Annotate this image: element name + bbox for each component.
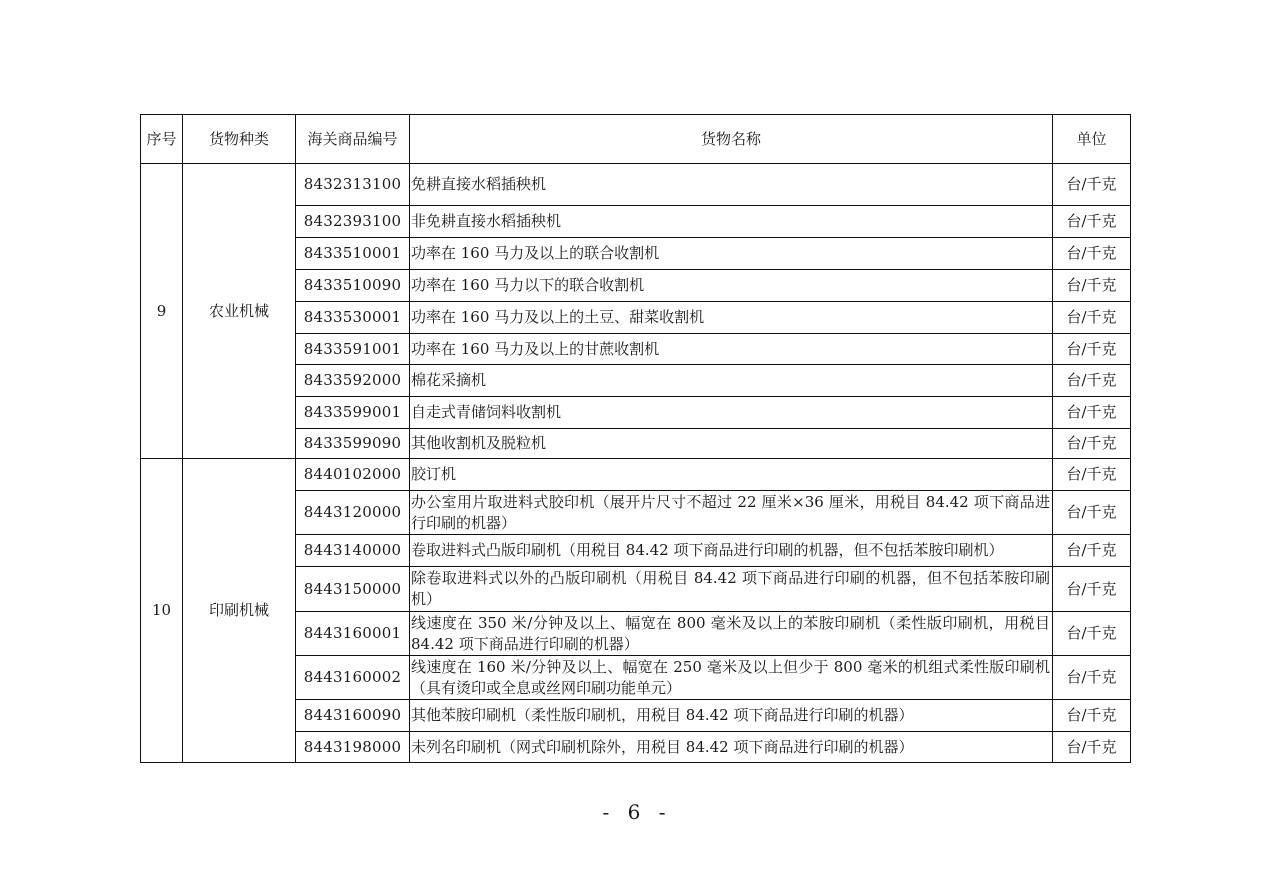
cell-name: 除卷取进料式以外的凸版印刷机（用税目 84.42 项下商品进行印刷的机器，但不包括苯胺印刷机）: [410, 567, 1053, 612]
cell-name: 自走式青储饲料收割机: [410, 397, 1053, 429]
table-row: [141, 459, 1131, 491]
header-code: 海关商品编号: [296, 115, 410, 164]
cell-name: 卷取进料式凸版印刷机（用税目 84.42 项下商品进行印刷的机器，但不包括苯胺印刷机）: [410, 535, 1053, 567]
cell-unit: 台/千克: [1053, 302, 1131, 334]
cell-name: 功率在 160 马力及以上的甘蔗收割机: [410, 334, 1053, 365]
cell-code: 8432393100: [296, 206, 410, 238]
cell-unit: 台/千克: [1053, 238, 1131, 270]
table-header-row: [141, 115, 1131, 164]
table-body: [141, 164, 1131, 763]
cell-category: 印刷机械: [183, 459, 296, 763]
cell-unit: 台/千克: [1053, 491, 1131, 535]
cell-code: 8433510090: [296, 270, 410, 302]
cell-code: 8433530001: [296, 302, 410, 334]
cell-name: 胶订机: [410, 459, 1053, 491]
cell-unit: 台/千克: [1053, 700, 1131, 732]
cell-code: 8443120000: [296, 491, 410, 535]
cell-unit: 台/千克: [1053, 567, 1131, 612]
cell-code: 8433591001: [296, 334, 410, 365]
cell-name: 棉花采摘机: [410, 365, 1053, 397]
header-unit: 单位: [1053, 115, 1131, 164]
cell-code: 8443160001: [296, 612, 410, 656]
cell-unit: 台/千克: [1053, 656, 1131, 700]
cell-unit: 台/千克: [1053, 397, 1131, 429]
cell-code: 8443198000: [296, 732, 410, 763]
cell-unit: 台/千克: [1053, 612, 1131, 656]
cell-unit: 台/千克: [1053, 429, 1131, 459]
cell-unit: 台/千克: [1053, 334, 1131, 365]
cell-unit: 台/千克: [1053, 164, 1131, 206]
cell-unit: 台/千克: [1053, 270, 1131, 302]
header-name: 货物名称: [410, 115, 1053, 164]
cell-name: 其他收割机及脱粒机: [410, 429, 1053, 459]
cell-unit: 台/千克: [1053, 365, 1131, 397]
header-seq: 序号: [141, 115, 183, 164]
cell-code: 8443150000: [296, 567, 410, 612]
cell-seq: 9: [141, 164, 183, 459]
cell-unit: 台/千克: [1053, 732, 1131, 763]
cell-code: 8433599001: [296, 397, 410, 429]
goods-table: [140, 114, 1131, 763]
cell-name: 免耕直接水稻插秧机: [410, 164, 1053, 206]
cell-name: 非免耕直接水稻插秧机: [410, 206, 1053, 238]
cell-code: 8443140000: [296, 535, 410, 567]
table-row: [141, 164, 1131, 206]
cell-unit: 台/千克: [1053, 206, 1131, 238]
cell-name: 未列名印刷机（网式印刷机除外，用税目 84.42 项下商品进行印刷的机器）: [410, 732, 1053, 763]
cell-name: 功率在 160 马力及以上的土豆、甜菜收割机: [410, 302, 1053, 334]
cell-name: 线速度在 350 米/分钟及以上、幅宽在 800 毫米及以上的苯胺印刷机（柔性版印刷机，用税目 84.42 项下商品进行印刷的机器）: [410, 612, 1053, 656]
cell-category: 农业机械: [183, 164, 296, 459]
cell-unit: 台/千克: [1053, 459, 1131, 491]
cell-unit: 台/千克: [1053, 535, 1131, 567]
cell-code: 8440102000: [296, 459, 410, 491]
cell-code: 8443160002: [296, 656, 410, 700]
cell-code: 8433599090: [296, 429, 410, 459]
page-number: - 6 -: [602, 800, 672, 824]
cell-name: 线速度在 160 米/分钟及以上、幅宽在 250 毫米及以上但少于 800 毫米的机组式柔性版印刷机（具有烫印或全息或丝网印刷功能单元）: [410, 656, 1053, 700]
cell-name: 其他苯胺印刷机（柔性版印刷机，用税目 84.42 项下商品进行印刷的机器）: [410, 700, 1053, 732]
cell-name: 功率在 160 马力及以上的联合收割机: [410, 238, 1053, 270]
cell-seq: 10: [141, 459, 183, 763]
cell-name: 办公室用片取进料式胶印机（展开片尺寸不超过 22 厘米×36 厘米，用税目 84.42 项下商品进行印刷的机器）: [410, 491, 1053, 535]
cell-code: 8443160090: [296, 700, 410, 732]
header-category: 货物种类: [183, 115, 296, 164]
cell-code: 8433510001: [296, 238, 410, 270]
cell-name: 功率在 160 马力以下的联合收割机: [410, 270, 1053, 302]
cell-code: 8432313100: [296, 164, 410, 206]
cell-code: 8433592000: [296, 365, 410, 397]
